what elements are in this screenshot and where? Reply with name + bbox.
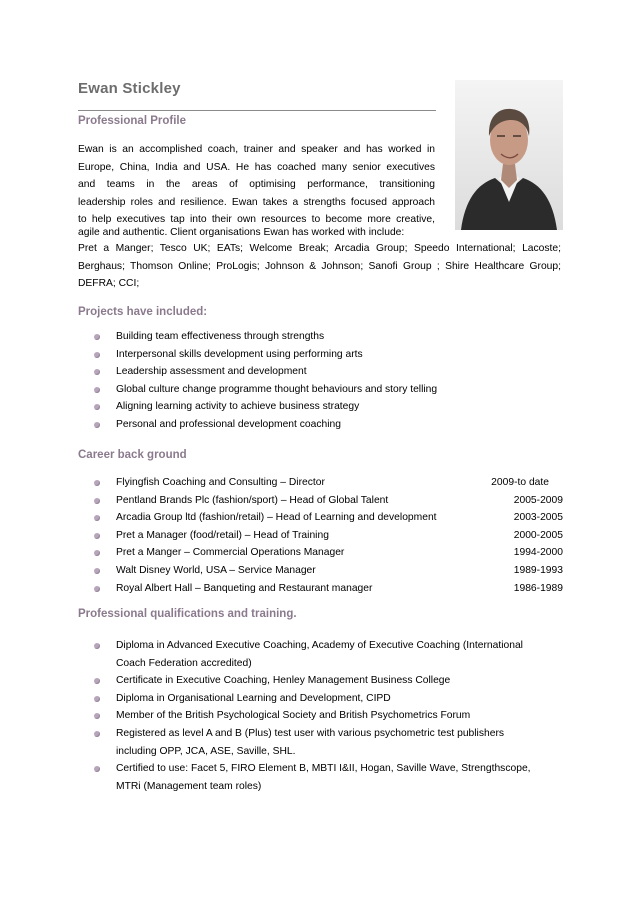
list-item: Diploma in Advanced Executive Coaching, Academy of Executive Coaching (International Coach Federation accredited) (78, 637, 563, 672)
bullet-icon (94, 696, 100, 702)
list-item (78, 509, 563, 527)
career-years: 2003-2005 (513, 512, 563, 524)
bullet-icon (94, 352, 100, 358)
career-role: Pret a Manager (food/retail) – Head of Training (116, 529, 329, 541)
career-role: Walt Disney World, USA – Service Manager (116, 564, 316, 576)
projects-list (78, 328, 563, 434)
bullet-icon (94, 731, 100, 737)
bullet-icon (94, 498, 100, 504)
list-item: Global culture change programme thought behaviours and story telling (78, 381, 563, 399)
bullet-icon (94, 586, 100, 592)
profile-photo (455, 80, 563, 230)
list-item: Leadership assessment and development (78, 363, 563, 381)
qualifications-list (78, 637, 563, 795)
profile-heading: Professional Profile (78, 115, 187, 127)
career-years: 2009-to date (491, 477, 549, 488)
bullet-icon (94, 678, 100, 684)
career-years: 2000-2005 (513, 529, 563, 541)
bullet-icon (94, 713, 100, 719)
list-item: Building team effectiveness through strengths (78, 328, 563, 346)
list-item: Aligning learning activity to achieve business strategy (78, 398, 563, 416)
bullet-icon (94, 550, 100, 556)
career-list (78, 474, 563, 597)
profile-line: DEFRA; CCI; (78, 278, 140, 290)
list-item: Personal and professional development coaching (78, 416, 563, 434)
profile-line: Europe, China, India and USA. He has coached many senior executives (78, 161, 435, 173)
career-heading: Career back ground (78, 449, 187, 461)
name-divider (78, 110, 436, 111)
bullet-icon (94, 533, 100, 539)
career-role: Pentland Brands Plc (fashion/sport) – Head of Global Talent (116, 494, 389, 506)
cv-name: Ewan Stickley (78, 80, 181, 97)
profile-line: agile and authentic. Client organisations Ewan has worked with include: (78, 227, 405, 238)
list-item (78, 580, 563, 598)
list-item (78, 544, 563, 562)
list-item (78, 492, 563, 510)
profile-line: Ewan is an accomplished coach, trainer and speaker and has worked in (78, 144, 435, 155)
career-role: Arcadia Group ltd (fashion/retail) – Head of Learning and development (116, 512, 437, 524)
career-role: Pret a Manger – Commercial Operations Manager (116, 547, 345, 559)
list-item: Certificate in Executive Coaching, Henley Management Business College (78, 672, 563, 690)
bullet-icon (94, 369, 100, 375)
bullet-icon (94, 480, 100, 486)
bullet-icon (94, 334, 100, 340)
bullet-icon (94, 568, 100, 574)
list-item: Registered as level A and B (Plus) test user with various psychometric test publishers including OPP, JCA, ASE, Saville, SHL. (78, 725, 563, 760)
list-item (78, 527, 563, 545)
profile-line: to help executives tap into their own resources to become more creative, (78, 214, 435, 226)
bullet-icon (94, 404, 100, 410)
career-role: Flyingfish Coaching and Consulting – Director (116, 477, 325, 488)
profile-line: Pret a Manger; Tesco UK; EATs; Welcome Break; Arcadia Group; Speedo International; Lacoste; (78, 243, 561, 254)
projects-heading: Projects have included: (78, 306, 208, 318)
bullet-icon (94, 422, 100, 428)
list-item: Certified to use: Facet 5, FIRO Element B, MBTI I&II, Hogan, Saville Wave, Strengthscope, MTRi (Management team roles) (78, 760, 563, 795)
profile-line: and teams in the areas of optimising performance, transitioning (78, 179, 435, 191)
list-item: Interpersonal skills development using performing arts (78, 346, 563, 364)
career-years: 1989-1993 (513, 564, 563, 576)
list-item (78, 562, 563, 580)
career-years: 2005-2009 (513, 494, 563, 506)
bullet-icon (94, 643, 100, 649)
list-item: Diploma in Organisational Learning and Development, CIPD (78, 690, 563, 708)
profile-line: Berghaus; Thomson Online; ProLogis; Johnson & Johnson; Sanofi Group ; Shire Healthcare Group; (78, 260, 561, 272)
bullet-icon (94, 766, 100, 772)
portrait-image (455, 80, 563, 230)
list-item (78, 474, 563, 492)
bullet-icon (94, 387, 100, 393)
career-years: 1986-1989 (513, 582, 563, 594)
career-role: Royal Albert Hall – Banqueting and Restaurant manager (116, 582, 373, 594)
career-years: 1994-2000 (513, 547, 563, 559)
profile-line: leadership roles and resilience. Ewan takes a strengths focused approach (78, 196, 435, 208)
bullet-icon (94, 515, 100, 521)
qualifications-heading: Professional qualifications and training. (78, 608, 297, 620)
list-item: Member of the British Psychological Society and British Psychometrics Forum (78, 707, 563, 725)
